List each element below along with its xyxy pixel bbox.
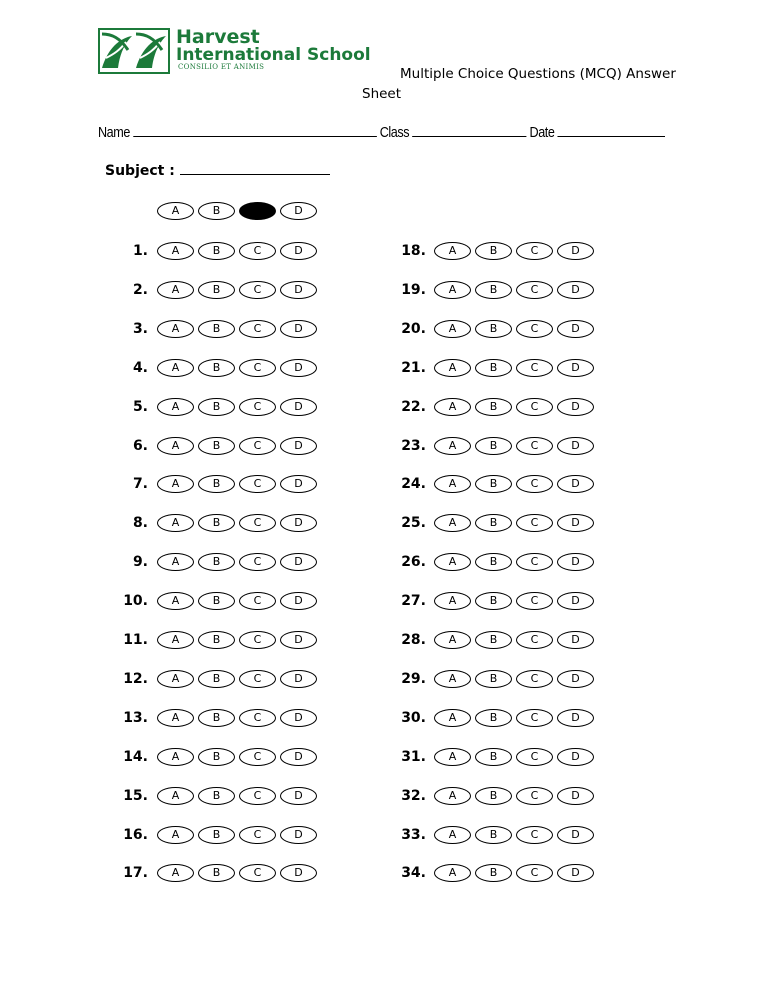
option-bubble-a[interactable]: A bbox=[434, 592, 471, 610]
option-bubble-b[interactable]: B bbox=[475, 826, 512, 844]
option-bubble-a[interactable]: A bbox=[157, 748, 194, 766]
option-bubble-b[interactable]: B bbox=[198, 826, 235, 844]
option-bubble-a[interactable]: A bbox=[434, 826, 471, 844]
option-bubble-a[interactable]: A bbox=[434, 242, 471, 260]
option-bubble-b[interactable]: B bbox=[475, 592, 512, 610]
option-bubble-a[interactable]: A bbox=[157, 475, 194, 493]
date-field[interactable] bbox=[558, 122, 666, 137]
option-bubble-c[interactable]: C bbox=[516, 514, 553, 532]
option-bubble-a[interactable]: A bbox=[157, 787, 194, 805]
question-number: 5. bbox=[132, 398, 148, 415]
option-bubble-a[interactable]: A bbox=[434, 475, 471, 493]
question-number: 1. bbox=[132, 243, 148, 259]
option-bubble-b[interactable]: B bbox=[475, 359, 512, 377]
option-bubble-b[interactable]: B bbox=[475, 670, 512, 688]
option-bubble-c[interactable]: C bbox=[516, 592, 553, 610]
option-bubble-b[interactable]: B bbox=[475, 475, 512, 493]
question-number: 26. bbox=[401, 554, 426, 571]
option-bubble-c[interactable]: C bbox=[239, 748, 276, 766]
option-bubble-d[interactable]: D bbox=[280, 670, 317, 688]
option-bubble-d[interactable]: D bbox=[280, 787, 317, 805]
option-bubble-b[interactable]: B bbox=[475, 553, 512, 571]
option-bubble-d[interactable]: D bbox=[280, 475, 317, 493]
option-bubble-d[interactable]: D bbox=[557, 553, 594, 571]
logo-mark-icon bbox=[98, 28, 170, 74]
option-bubble-a[interactable]: A bbox=[434, 320, 471, 338]
option-bubble-a[interactable]: A bbox=[157, 281, 194, 299]
option-bubble-a[interactable]: A bbox=[434, 670, 471, 688]
option-bubble-d[interactable]: D bbox=[280, 398, 317, 416]
option-bubble-b[interactable]: B bbox=[475, 631, 512, 649]
option-bubble-d[interactable]: D bbox=[557, 748, 594, 766]
option-bubble-b[interactable]: B bbox=[198, 242, 235, 260]
option-bubble-a[interactable]: A bbox=[157, 202, 194, 220]
option-bubble-b[interactable]: B bbox=[198, 787, 235, 805]
option-bubble-c[interactable]: C bbox=[516, 475, 553, 493]
option-bubble-a[interactable]: A bbox=[157, 670, 194, 688]
option-bubble-d[interactable]: D bbox=[557, 398, 594, 416]
question-number: 2. bbox=[132, 281, 148, 298]
question-number: 8. bbox=[132, 515, 148, 532]
option-bubble-d[interactable]: D bbox=[557, 826, 594, 844]
option-bubble-b[interactable]: B bbox=[475, 514, 512, 532]
question-number: 15. bbox=[123, 787, 148, 804]
option-bubble-b[interactable]: B bbox=[198, 437, 235, 455]
option-bubble-c[interactable]: C bbox=[239, 320, 276, 338]
option-bubble-d[interactable]: D bbox=[557, 281, 594, 299]
subject-line bbox=[105, 160, 330, 179]
class-field[interactable] bbox=[412, 122, 526, 137]
question-number: 16. bbox=[123, 826, 148, 843]
option-bubble-c[interactable]: C bbox=[239, 826, 276, 844]
option-bubble-b[interactable]: B bbox=[198, 864, 235, 882]
option-bubble-c[interactable]: C bbox=[516, 242, 553, 260]
option-bubble-b[interactable]: B bbox=[475, 437, 512, 455]
question-number: 13. bbox=[123, 709, 148, 726]
question-number: 17. bbox=[123, 865, 148, 882]
option-bubble-c[interactable]: C bbox=[239, 398, 276, 416]
option-bubble-a[interactable]: A bbox=[157, 553, 194, 571]
option-bubble-a[interactable]: A bbox=[157, 864, 194, 882]
name-label: Name bbox=[98, 124, 130, 141]
option-bubble-c[interactable]: C bbox=[239, 670, 276, 688]
school-name-line2: International School bbox=[176, 45, 371, 65]
question-number: 11. bbox=[123, 632, 148, 648]
option-bubble-c[interactable]: C bbox=[516, 826, 553, 844]
option-bubble-b[interactable]: B bbox=[475, 709, 512, 727]
option-bubble-b[interactable]: B bbox=[475, 320, 512, 338]
question-number: 3. bbox=[132, 320, 148, 337]
option-bubble-d[interactable]: D bbox=[280, 359, 317, 377]
option-bubble-c[interactable]: C bbox=[239, 437, 276, 455]
school-motto: CONSILIO ET ANIMIS bbox=[178, 63, 265, 71]
question-number: 19. bbox=[401, 281, 426, 298]
option-bubble-d[interactable]: D bbox=[280, 202, 317, 220]
option-bubble-d[interactable]: D bbox=[280, 281, 317, 299]
option-bubble-c[interactable]: C bbox=[516, 709, 553, 727]
option-bubble-c[interactable]: C bbox=[239, 864, 276, 882]
question-number: 22. bbox=[401, 398, 426, 415]
option-bubble-a[interactable]: A bbox=[157, 514, 194, 532]
option-bubble-a[interactable]: A bbox=[434, 437, 471, 455]
option-bubble-d[interactable]: D bbox=[280, 242, 317, 260]
option-bubble-d[interactable]: D bbox=[280, 592, 317, 610]
option-bubble-c[interactable]: C bbox=[239, 787, 276, 805]
option-bubble-b[interactable]: B bbox=[475, 398, 512, 416]
question-number: 27. bbox=[401, 593, 426, 610]
option-bubble-d[interactable]: D bbox=[280, 631, 317, 649]
option-bubble-a[interactable]: A bbox=[434, 631, 471, 649]
option-bubble-d[interactable]: D bbox=[280, 748, 317, 766]
option-bubble-b[interactable]: B bbox=[198, 709, 235, 727]
question-number: 25. bbox=[401, 515, 426, 532]
option-bubble-c[interactable]: C bbox=[239, 709, 276, 727]
option-bubble-d[interactable]: D bbox=[557, 242, 594, 260]
option-bubble-d[interactable]: D bbox=[280, 709, 317, 727]
option-bubble-b[interactable]: B bbox=[198, 514, 235, 532]
option-bubble-c[interactable]: C bbox=[516, 864, 553, 882]
option-bubble-c[interactable]: C bbox=[239, 631, 276, 649]
class-label: Class bbox=[379, 124, 410, 141]
option-bubble-a[interactable]: A bbox=[157, 398, 194, 416]
option-bubble-b[interactable]: B bbox=[198, 748, 235, 766]
option-bubble-a[interactable]: A bbox=[434, 359, 471, 377]
question-number: 20. bbox=[401, 320, 426, 337]
subject-label: Subject : bbox=[105, 163, 175, 179]
option-bubble-b[interactable]: B bbox=[475, 787, 512, 805]
option-bubble-b[interactable]: B bbox=[198, 281, 235, 299]
question-number: 31. bbox=[401, 748, 426, 765]
question-number: 6. bbox=[132, 437, 148, 454]
option-bubble-d[interactable]: D bbox=[557, 359, 594, 377]
option-bubble-c[interactable]: C bbox=[239, 592, 276, 610]
question-number: 21. bbox=[401, 359, 426, 376]
option-bubble-c[interactable]: C bbox=[239, 202, 276, 220]
option-bubble-c[interactable]: C bbox=[239, 359, 276, 377]
option-bubble-d[interactable]: D bbox=[557, 670, 594, 688]
option-bubble-a[interactable]: A bbox=[157, 359, 194, 377]
date-label: Date bbox=[529, 124, 555, 141]
option-bubble-c[interactable]: C bbox=[516, 437, 553, 455]
option-bubble-a[interactable]: A bbox=[157, 592, 194, 610]
question-number: 7. bbox=[132, 476, 148, 493]
option-bubble-a[interactable]: A bbox=[434, 787, 471, 805]
option-bubble-a[interactable]: A bbox=[434, 514, 471, 532]
option-bubble-a[interactable]: A bbox=[434, 748, 471, 766]
option-bubble-c[interactable]: C bbox=[516, 553, 553, 571]
question-number: 18. bbox=[401, 243, 426, 259]
option-bubble-c[interactable]: C bbox=[516, 281, 553, 299]
option-bubble-a[interactable]: A bbox=[157, 631, 194, 649]
option-bubble-c[interactable]: C bbox=[516, 670, 553, 688]
question-number: 10. bbox=[123, 593, 148, 610]
option-bubble-d[interactable]: D bbox=[557, 320, 594, 338]
option-bubble-d[interactable]: D bbox=[557, 514, 594, 532]
question-number: 14. bbox=[123, 748, 148, 765]
option-bubble-c[interactable]: C bbox=[516, 631, 553, 649]
sheet-title: Multiple Choice Questions (MCQ) Answer Sheet bbox=[362, 66, 676, 102]
option-bubble-b[interactable]: B bbox=[198, 359, 235, 377]
option-bubble-a[interactable]: A bbox=[157, 320, 194, 338]
option-bubble-b[interactable]: B bbox=[198, 320, 235, 338]
option-bubble-a[interactable]: A bbox=[157, 437, 194, 455]
question-number: 29. bbox=[401, 670, 426, 687]
student-info-line bbox=[98, 122, 665, 141]
option-bubble-b[interactable]: B bbox=[475, 864, 512, 882]
option-bubble-b[interactable]: B bbox=[475, 281, 512, 299]
option-bubble-d[interactable]: D bbox=[280, 553, 317, 571]
option-bubble-a[interactable]: A bbox=[434, 553, 471, 571]
option-bubble-c[interactable]: C bbox=[516, 748, 553, 766]
option-bubble-c[interactable]: C bbox=[516, 398, 553, 416]
option-bubble-d[interactable]: D bbox=[557, 475, 594, 493]
school-name-line1: Harvest bbox=[176, 26, 260, 48]
question-number: 34. bbox=[401, 865, 426, 882]
option-bubble-c[interactable]: C bbox=[239, 281, 276, 299]
option-bubble-a[interactable]: A bbox=[157, 709, 194, 727]
option-bubble-d[interactable]: D bbox=[280, 437, 317, 455]
option-bubble-b[interactable]: B bbox=[198, 398, 235, 416]
option-bubble-c[interactable]: C bbox=[516, 359, 553, 377]
option-bubble-d[interactable]: D bbox=[280, 514, 317, 532]
option-bubble-c[interactable]: C bbox=[516, 320, 553, 338]
question-number: 30. bbox=[401, 709, 426, 726]
option-bubble-b[interactable]: B bbox=[475, 242, 512, 260]
option-bubble-d[interactable]: D bbox=[557, 437, 594, 455]
option-bubble-a[interactable]: A bbox=[434, 398, 471, 416]
option-bubble-c[interactable]: C bbox=[239, 475, 276, 493]
question-number: 4. bbox=[132, 359, 148, 376]
option-bubble-d[interactable]: D bbox=[280, 320, 317, 338]
option-bubble-b[interactable]: B bbox=[198, 202, 235, 220]
option-bubble-b[interactable]: B bbox=[475, 748, 512, 766]
name-field[interactable] bbox=[133, 122, 377, 137]
option-bubble-b[interactable]: B bbox=[198, 553, 235, 571]
option-bubble-a[interactable]: A bbox=[434, 709, 471, 727]
option-bubble-b[interactable]: B bbox=[198, 475, 235, 493]
option-bubble-c[interactable]: C bbox=[239, 514, 276, 532]
option-bubble-b[interactable]: B bbox=[198, 670, 235, 688]
option-bubble-d[interactable]: D bbox=[557, 631, 594, 649]
option-bubble-c[interactable]: C bbox=[516, 787, 553, 805]
question-number: 33. bbox=[401, 826, 426, 843]
option-bubble-d[interactable]: D bbox=[557, 787, 594, 805]
option-bubble-a[interactable]: A bbox=[434, 864, 471, 882]
option-bubble-b[interactable]: B bbox=[198, 592, 235, 610]
question-number: 24. bbox=[401, 476, 426, 493]
question-number: 32. bbox=[401, 787, 426, 804]
option-bubble-c[interactable]: C bbox=[239, 553, 276, 571]
option-bubble-b[interactable]: B bbox=[198, 631, 235, 649]
option-bubble-a[interactable]: A bbox=[157, 826, 194, 844]
option-bubble-a[interactable]: A bbox=[157, 242, 194, 260]
option-bubble-d[interactable]: D bbox=[557, 592, 594, 610]
question-number: 28. bbox=[401, 632, 426, 648]
option-bubble-a[interactable]: A bbox=[434, 281, 471, 299]
question-number: 12. bbox=[123, 670, 148, 687]
option-bubble-d[interactable]: D bbox=[557, 864, 594, 882]
question-number: 23. bbox=[401, 437, 426, 454]
option-bubble-d[interactable]: D bbox=[280, 826, 317, 844]
option-bubble-d[interactable]: D bbox=[557, 709, 594, 727]
question-number: 9. bbox=[132, 554, 148, 571]
option-bubble-c[interactable]: C bbox=[239, 242, 276, 260]
subject-field[interactable] bbox=[180, 160, 330, 175]
option-bubble-d[interactable]: D bbox=[280, 864, 317, 882]
